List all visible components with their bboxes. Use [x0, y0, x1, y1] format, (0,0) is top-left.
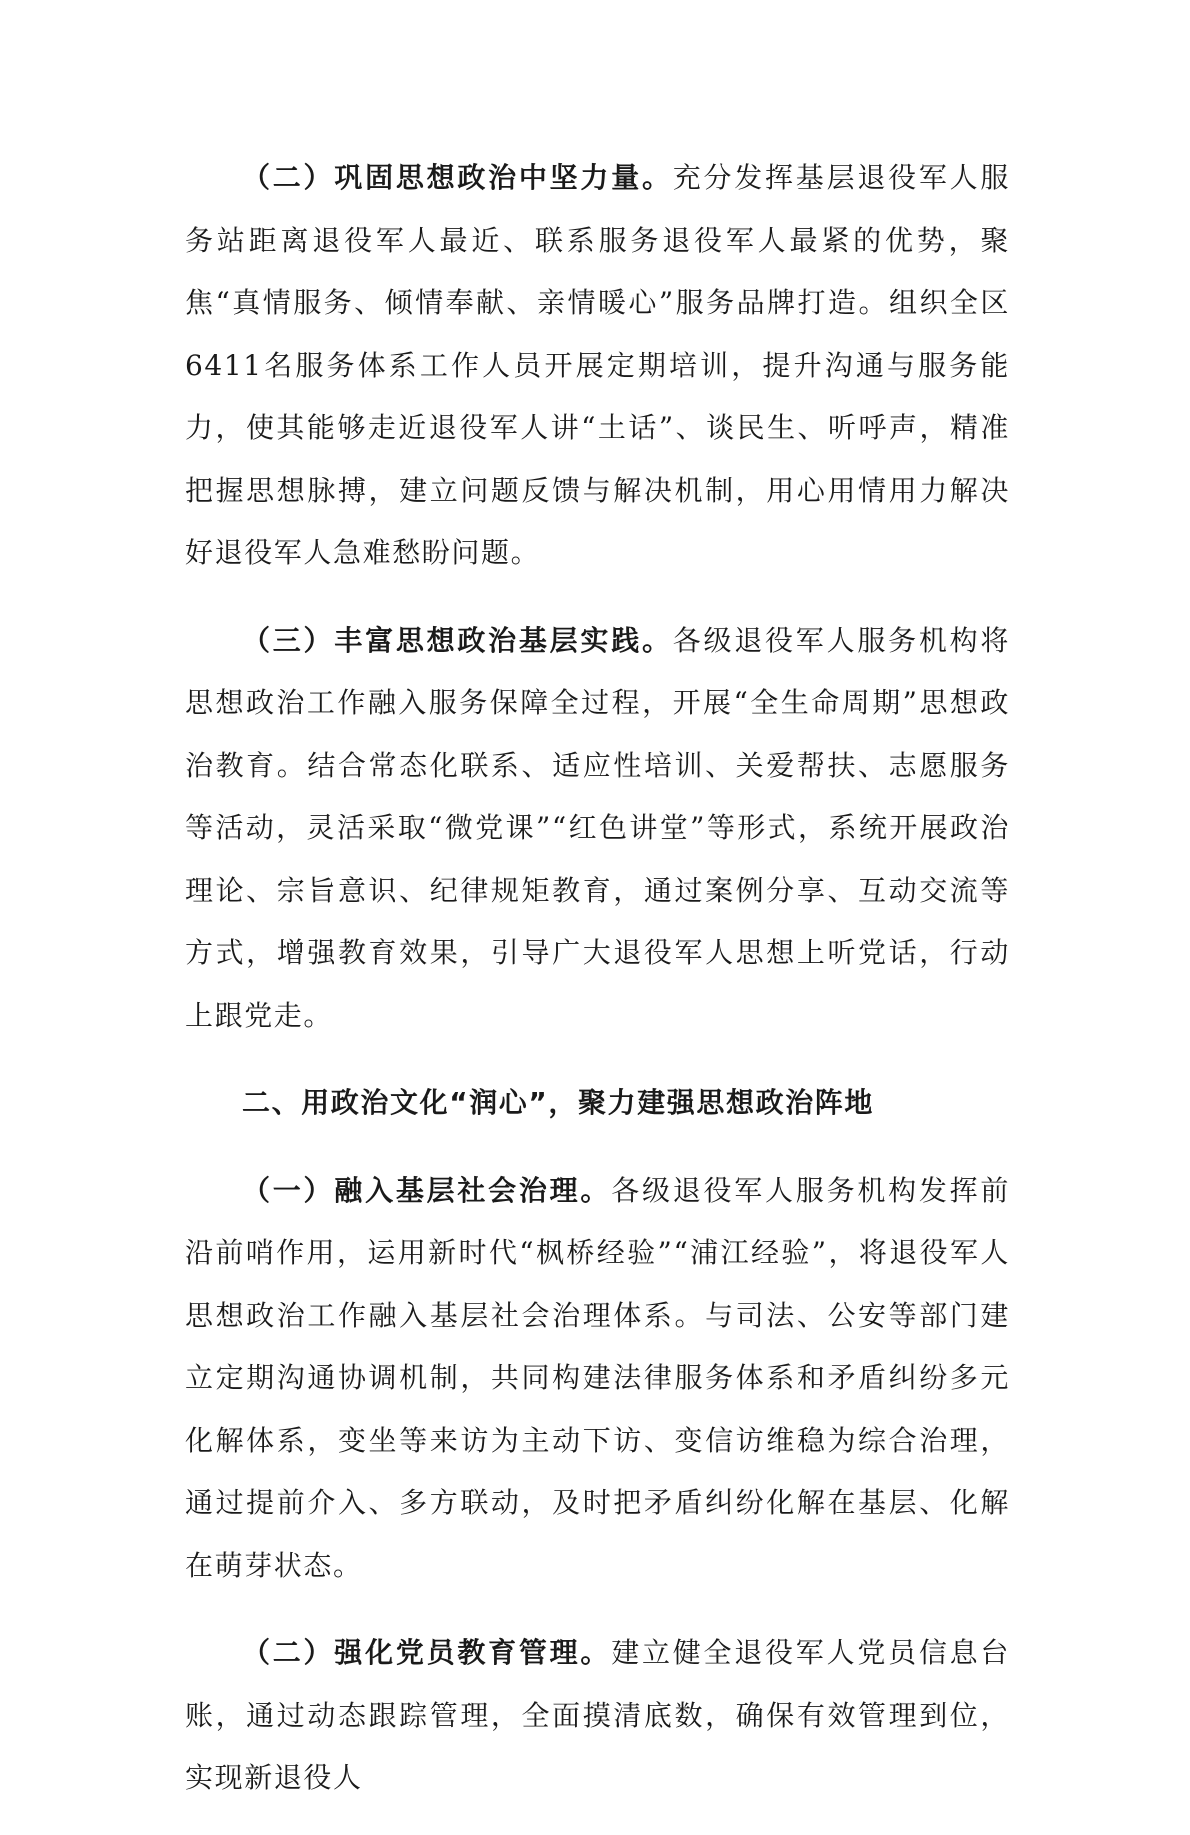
paragraph-consolidate-backbone: [185, 147, 1010, 585]
paragraph-lead: （二）强化党员教育管理。: [242, 1636, 612, 1669]
paragraph-lead: （一）融入基层社会治理。: [242, 1173, 612, 1207]
paragraph-text: 各级退役军人服务机构发挥前沿前哨作用，运用新时代“枫桥经验”“浦江经验”，将退役军人思想政治工作融入基层社会治理体系。与司法、公安等部门建立定期沟通协调机制，共同构建法律服务体系和矛盾纠纷多元化解体系，变坐等来访为主动下访、变信访维稳为综合治理，通过提前介入、多方联动，及时把矛盾纠纷化解在基层、化解在萌芽状态。: [185, 1173, 1010, 1582]
paragraph-text: 建立健全退役军人党员信息台账，通过动态跟踪管理，全面摸清底数，确保有效管理到位，实现新退役人: [185, 1636, 1010, 1794]
paragraph-text: 各级退役军人服务机构将思想政治工作融入服务保障全过程，开展“全生命周期”思想政治教育。结合常态化联系、适应性培训、关爱帮扶、志愿服务等活动，灵活采取“微党课”“红色讲堂”等形式，系统开展政治理论、宗旨意识、纪律规矩教育，通过案例分享、互动交流等方式，增强教育效果，引导广大退役军人思想上听党话，行动上跟党走。: [185, 623, 1010, 1032]
paragraph-text: 充分发挥基层退役军人服务站距离退役军人最近、联系服务退役军人最紧的优势，聚焦“真情服务、倾情奉献、亲情暖心”服务品牌打造。组织全区6411名服务体系工作人员开展定期培训，提升沟通与服务能力，使其能够走近退役军人讲“土话”、谈民生、听呼声，精准把握思想脉搏，建立问题反馈与解决机制，用心用情用力解决好退役军人急难愁盼问题。: [185, 161, 1010, 569]
paragraph-lead: （三）丰富思想政治基层实践。: [242, 623, 673, 657]
paragraph-grassroots-governance: [185, 1160, 1010, 1598]
document-body: [185, 147, 1010, 1835]
paragraph-party-member-management: [185, 1622, 1010, 1810]
section-heading: 二、用政治文化“润心”，聚力建强思想政治阵地: [242, 1086, 875, 1119]
paragraph-enrich-practice: [185, 610, 1010, 1048]
paragraph-lead: （二）巩固思想政治中坚力量。: [242, 161, 673, 194]
